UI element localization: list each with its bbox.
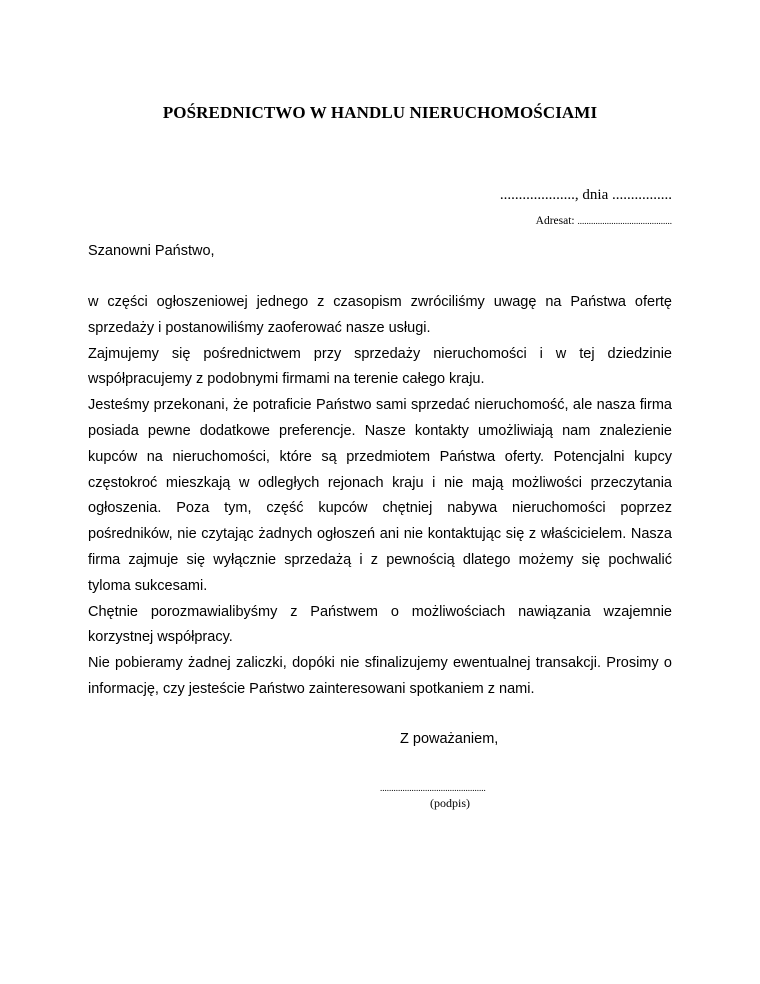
closing-phrase: Z poważaniem, bbox=[400, 731, 499, 747]
addressee-label: Adresat bbox=[535, 215, 572, 227]
paragraph: w części ogłoszeniowej jednego z czasopism zwróciliśmy uwagę na Państwa ofertę sprzedaży i postanowiliśmy zaoferować nasze usługi. bbox=[88, 294, 672, 336]
addressee-separator: : bbox=[571, 215, 578, 227]
paragraph: Nie pobieramy żadnej zaliczki, dopóki nie sfinalizujemy ewentualnej transakcji. Prosimy o informację, czy jesteście Państwo zainteresowani spotkaniem z nami. bbox=[88, 655, 672, 697]
addressee-line bbox=[536, 215, 672, 227]
signature-label: (podpis) bbox=[430, 796, 470, 810]
paragraph: Zajmujemy się pośrednictwem przy sprzedaży nieruchomości i w tej dziedzinie współpracujemy z podobnymi firmami na terenie całego kraju. bbox=[88, 345, 672, 388]
letter-body bbox=[88, 290, 672, 703]
paragraph: Chętnie porozmawialibyśmy z Państwem o możliwościach nawiązania wzajemnie korzystnej współpracy. bbox=[88, 603, 672, 646]
paragraph: Jesteśmy przekonani, że potraficie Państwo sami sprzedać nieruchomość, ale nasza firma posiada pewne dodatkowe preferencje. Nasze kontakty umożliwiają nam znalezienie kupców na nieruchomości, które są przedmiotem Państwa oferty. Potencjalni kupcy częstokroć mieszkają w odległych rejonach kraju i nie mają możliwości przeczytania ogłoszenia. Poza tym, część kupców chętniej nabywa nieruchomości poprzez pośredników, nie czytając żadnych ogłoszeń ani nie kontaktując się z właścicielem. Nasza firma zajmuje się wyłącznie sprzedażą i z pewnością dlatego możemy się pochwalić tyloma sukcesami. bbox=[88, 397, 672, 594]
signature-line: ............................................... bbox=[380, 783, 486, 793]
salutation: Szanowni Państwo, bbox=[88, 243, 215, 259]
place-date-line: ...................., dnia ................ bbox=[499, 187, 672, 203]
addressee-placeholder: .......................................... bbox=[577, 216, 672, 226]
document-title: POŚREDNICTWO W HANDLU NIERUCHOMOŚCIAMI bbox=[162, 103, 598, 122]
